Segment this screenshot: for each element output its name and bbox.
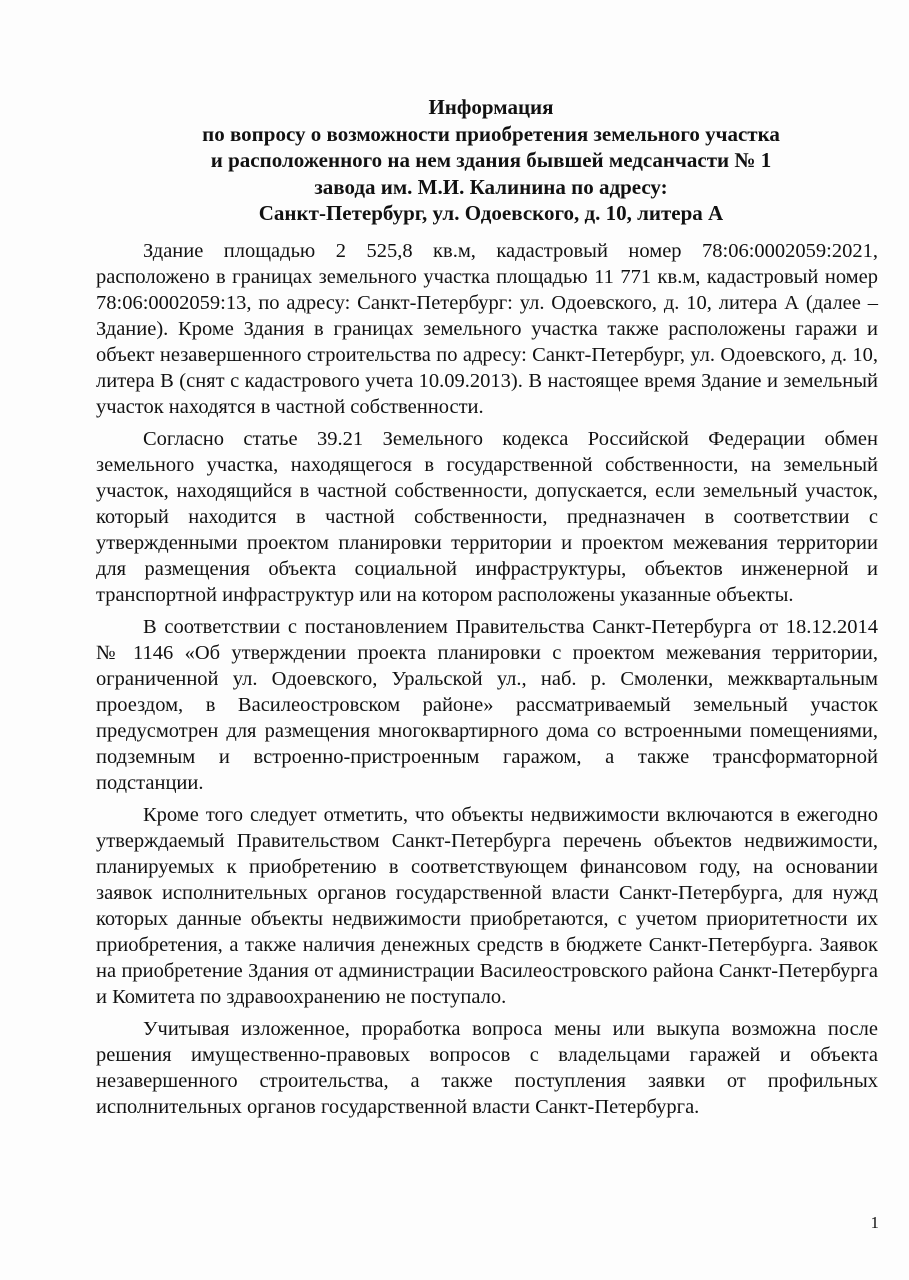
paragraph-conclusion: Учитывая изложенное, проработка вопроса мены или выкупа возможна после решения имущественно-правовых вопросов с владельцами гаражей и объекта незавершенного строительства, а также поступления заявки от профильных исполнительных органов государственной власти Санкт-Петербурга. (96, 1018, 878, 1118)
document-body (96, 238, 878, 1120)
paragraph-resolution: В соответствии с постановлением Правительства Санкт-Петербурга от 18.12.2014 № 1146 «Об утверждении проекта планировки с проектом межевания территории, ограниченной ул. Одоевского, Уральской ул., наб. р. Смоленки, межквартальным проездом, в Василеостровском районе» рассматриваемый земельный участок предусмотрен для размещения многоквартирного дома со встроенными помещениями, подземным и встроенно-пристроенным гаражом, а также трансформаторной подстанции. (96, 616, 878, 794)
heading-line: и расположенного на нем здания бывшей медсанчасти № 1 (210, 148, 772, 172)
document-heading (96, 94, 886, 227)
heading-line: завода им. М.И. Калинина по адресу: (314, 174, 668, 199)
paragraph-building-info: Здание площадью 2 525,8 кв.м, кадастровый номер 78:06:0002059:2021, расположено в границах земельного участка площадью 11 771 кв.м, кадастровый номер 78:06:0002059:13, по адресу: Санкт-Петербург: ул. Одоевского, д. 10, литера А (далее – Здание). Кроме Здания в границах земельного участка также расположены гаражи и объект незавершенного строительства по адресу: Санкт-Петербург, ул. Одоевского, д. 10, литера В (снят с кадастрового учета 10.09.2013). В настоящее время Здание и земельный участок находятся в частной собственности. (96, 240, 878, 418)
heading-line: Информация (428, 95, 554, 119)
heading-line: по вопросу о возможности приобретения земельного участка (202, 121, 780, 146)
paragraph-land-code: Согласно статье 39.21 Земельного кодекса Российской Федерации обмен земельного участка, находящегося в государственной собственности, на земельный участок, находящийся в частной собственности, допускается, если земельный участок, который находится в частной собственности, предназначен в соответствии с утвержденными проектом планировки территории и проектом межевания территории для размещения объекта социальной инфраструктуры, объектов инженерной и транспортной инфраструктур или на котором расположены указанные объекты. (96, 428, 878, 606)
heading-line: Санкт-Петербург, ул. Одоевского, д. 10, литера А (258, 201, 724, 225)
page-number: 1 (870, 1213, 879, 1232)
paragraph-acquisition-list: Кроме того следует отметить, что объекты недвижимости включаются в ежегодно утверждаемый Правительством Санкт-Петербурга перечень объектов недвижимости, планируемых к приобретению в соответствующем финансовом году, на основании заявок исполнительных органов государственной власти Санкт-Петербурга, для нужд которых данные объекты недвижимости приобретаются, с учетом приоритетности их приобретения, а также наличия денежных средств в бюджете Санкт-Петербурга. Заявок на приобретение Здания от администрации Василеостровского района Санкт-Петербурга и Комитета по здравоохранению не поступало. (96, 804, 878, 1008)
